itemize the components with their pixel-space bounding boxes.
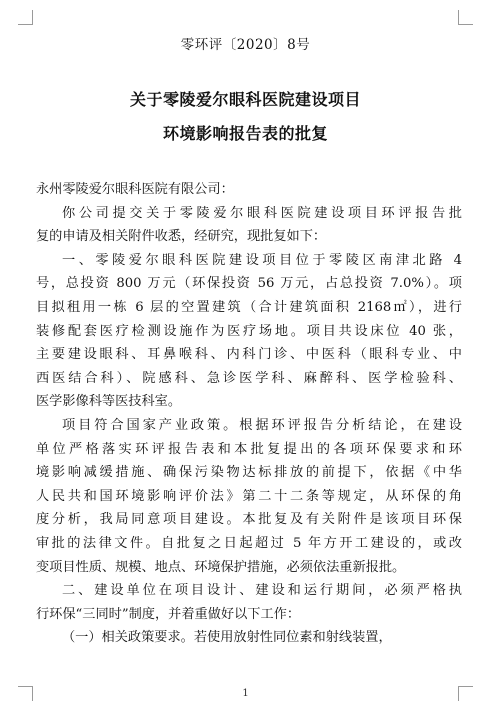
document-body — [36, 178, 462, 650]
paragraph-2-line: 西医结合科）、院感科、急诊医学科、麻醉科、医学检验科、 — [36, 370, 462, 386]
salutation: 永州零陵爱尔眼科医院有限公司： — [36, 182, 234, 197]
paragraph-3-line: 单位严格落实环评报告表和本批复提出的各项环保要求和环 — [36, 441, 462, 457]
document-title-line-2: 环境影响报告表的批复 — [162, 124, 328, 143]
paragraph-3-line: 度分析，我局同意项目建设。本批复及有关附件是该项目环保 — [36, 512, 462, 528]
document-number: 零环评〔2020〕8号 — [180, 37, 311, 53]
page-number: 1 — [242, 688, 249, 699]
paragraph-3-line: 人民共和国环境影响评价法》第二十二条等规定，从环保的角 — [36, 488, 462, 504]
document-title-line-1: 关于零陵爱尔眼科医院建设项目 — [129, 90, 361, 109]
paragraph-2-line: 一、零陵爱尔眼科医院建设项目位于零陵区南津北路 4 — [62, 252, 462, 268]
paragraph-4-line: 二、建设单位在项目设计、建设和运行期间，必须严格执 — [62, 583, 462, 599]
paragraph-1-line: 你公司提交关于零陵爱尔眼科医院建设项目环评报告批 — [62, 205, 462, 221]
paragraph-3-line: 变项目性质、规模、地点、环境保护措施，必须依法重新报批。 — [36, 559, 406, 575]
paragraph-1-line: 复的申请及相关附件收悉，经研究，现批复如下： — [36, 229, 327, 245]
paragraph-3-line: 境影响减缓措施、确保污染物达标排放的前提下，依据《中华 — [36, 465, 462, 481]
paragraph-2-line: 装修配套医疗检测设施作为医疗场地。项目共设床位 40 张， — [36, 323, 462, 339]
paragraph-2-line: 主要建设眼科、耳鼻喉科、内科门诊、中医科（眼科专业、中 — [36, 347, 462, 363]
paragraph-5-line: （一）相关政策要求。若使用放射性同位素和射线装置， — [62, 630, 392, 646]
paragraph-3-line: 项目符合国家产业政策。根据环评报告分析结论，在建设 — [62, 417, 462, 433]
crop-mark-top-right — [458, 10, 473, 25]
paragraph-4-line: 行环保“三同时”制度，并着重做好以下工作： — [36, 606, 301, 622]
crop-mark-top-left — [18, 10, 33, 25]
paragraph-2-line: 目拟租用一栋 6 层的空置建筑（合计建筑面积 2168㎡），进行 — [36, 299, 462, 315]
paragraph-3-line: 审批的法律文件。自批复之日起超过 5 年方开工建设的，或改 — [36, 535, 462, 551]
paragraph-2-line: 医学影像科等医技科室。 — [36, 394, 182, 410]
paragraph-2-line: 号，总投资 800 万元（环保投资 56 万元，占总投资 7.0%）。项 — [36, 276, 462, 292]
